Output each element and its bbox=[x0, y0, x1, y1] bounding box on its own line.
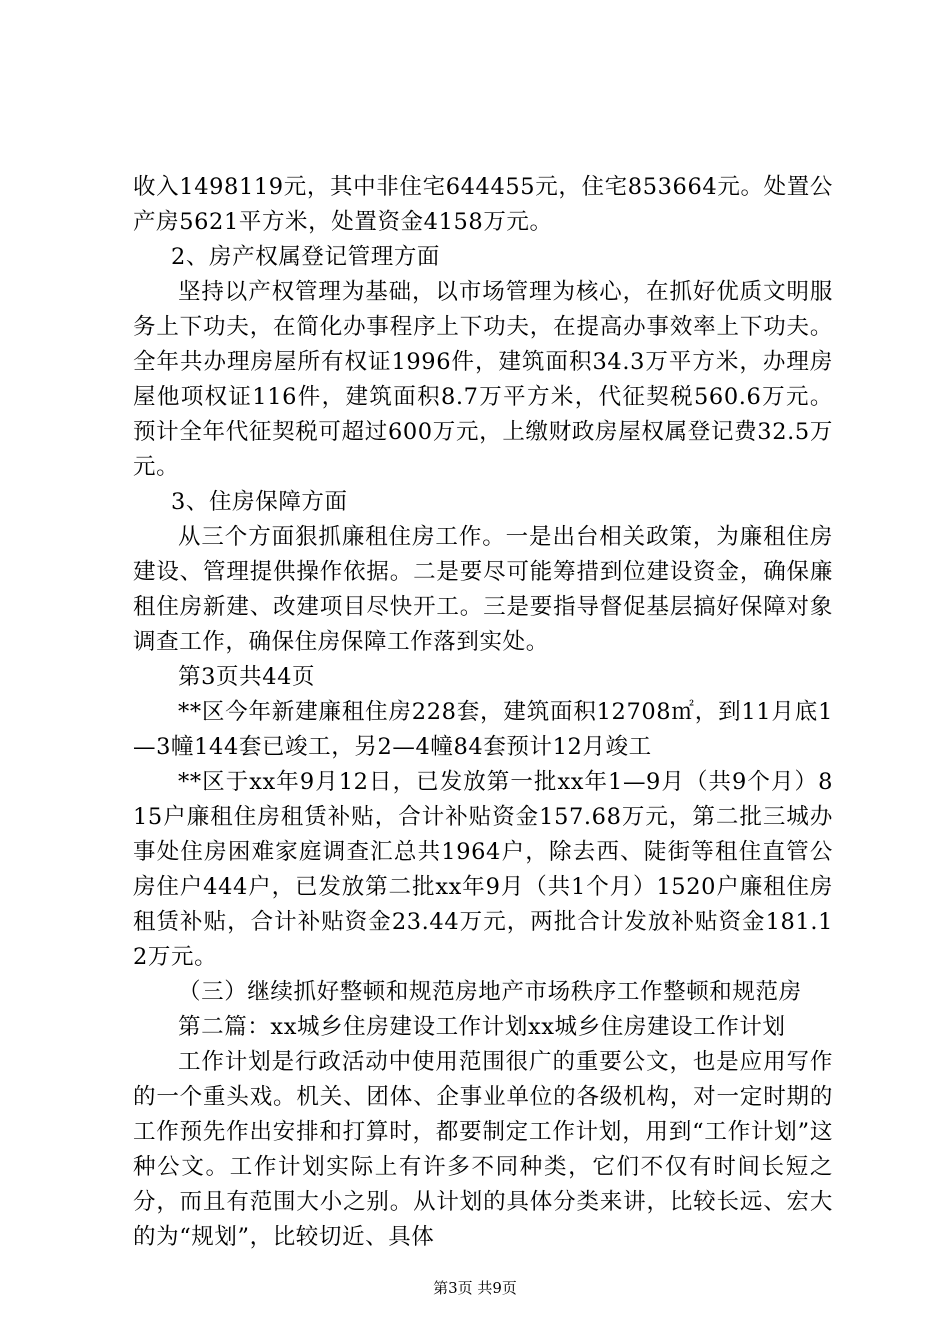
heading-market-order: （三）继续抓好整顿和规范房地产市场秩序工作整顿和规范房 bbox=[178, 979, 802, 1005]
paragraph-work-plan: 工作计划是行政活动中使用范围很广的重要公文，也是应用写作的一个重头戏。机关、团体、企事业单位的各级机构，对一定时期的工作预先作出安排和打算时，都要制定工作计划，用到“工作计划”这种公文。工作计划实际上有许多不同种类，它们不仅有时间长短之分，而且有范围大小之别。从计划的具体分类来讲，比较长远、宏大的为“规划”，比较切近、具体 bbox=[133, 1049, 833, 1250]
heading-property-registration: 2、房产权属登记管理方面 bbox=[171, 244, 441, 270]
paragraph-subsidy: **区于xx年9月12日，已发放第一批xx年1—9月（共9个月）815户廉租住房租赁补贴，合计补贴资金157.68万元，第二批三城办事处住房困难家庭调查汇总共1964户，除去西、陡街等租住直管公房住户444户，已发放第二批xx年9月（共1个月）1520户廉租住房租赁补贴，合计补贴资金23.44万元，两批合计发放补贴资金181.12万元。 bbox=[133, 769, 833, 970]
page-footer: 第3页 共9页 bbox=[433, 1279, 517, 1297]
paragraph-property-registration: 坚持以产权管理为基础，以市场管理为核心，在抓好优质文明服务上下功夫，在简化办事程序上下功夫，在提高办事效率上下功夫。全年共办理房屋所有权证1996件，建筑面积34.3万平方米，办理房屋他项权证116件，建筑面积8.7万平方米，代征契税560.6万元。预计全年代征契税可超过600万元，上缴财政房屋权属登记费32.5万元。 bbox=[133, 279, 833, 480]
paragraph-new-housing: **区今年新建廉租住房228套，建筑面积12708㎡，到11月底1—3幢144套已竣工，另2—4幢84套预计12月竣工 bbox=[133, 699, 833, 760]
document-body bbox=[133, 170, 833, 1255]
paragraph-housing-security: 从三个方面狠抓廉租住房工作。一是出台相关政策，为廉租住房建设、管理提供操作依据。二是要尽可能筹措到位建设资金，确保廉租住房新建、改建项目尽快开工。三是要指导督促基层搞好保障对象调查工作，确保住房保障工作落到实处。 bbox=[133, 524, 833, 655]
paragraph-inline-page-number: 第3页共44页 bbox=[178, 664, 316, 690]
paragraph-income: 收入1498119元，其中非住宅644455元，住宅853664元。处置公产房5621平方米，处置资金4158万元。 bbox=[133, 174, 833, 235]
heading-housing-security: 3、住房保障方面 bbox=[171, 489, 348, 515]
heading-part-two: 第二篇：xx城乡住房建设工作计划xx城乡住房建设工作计划 bbox=[178, 1014, 786, 1040]
